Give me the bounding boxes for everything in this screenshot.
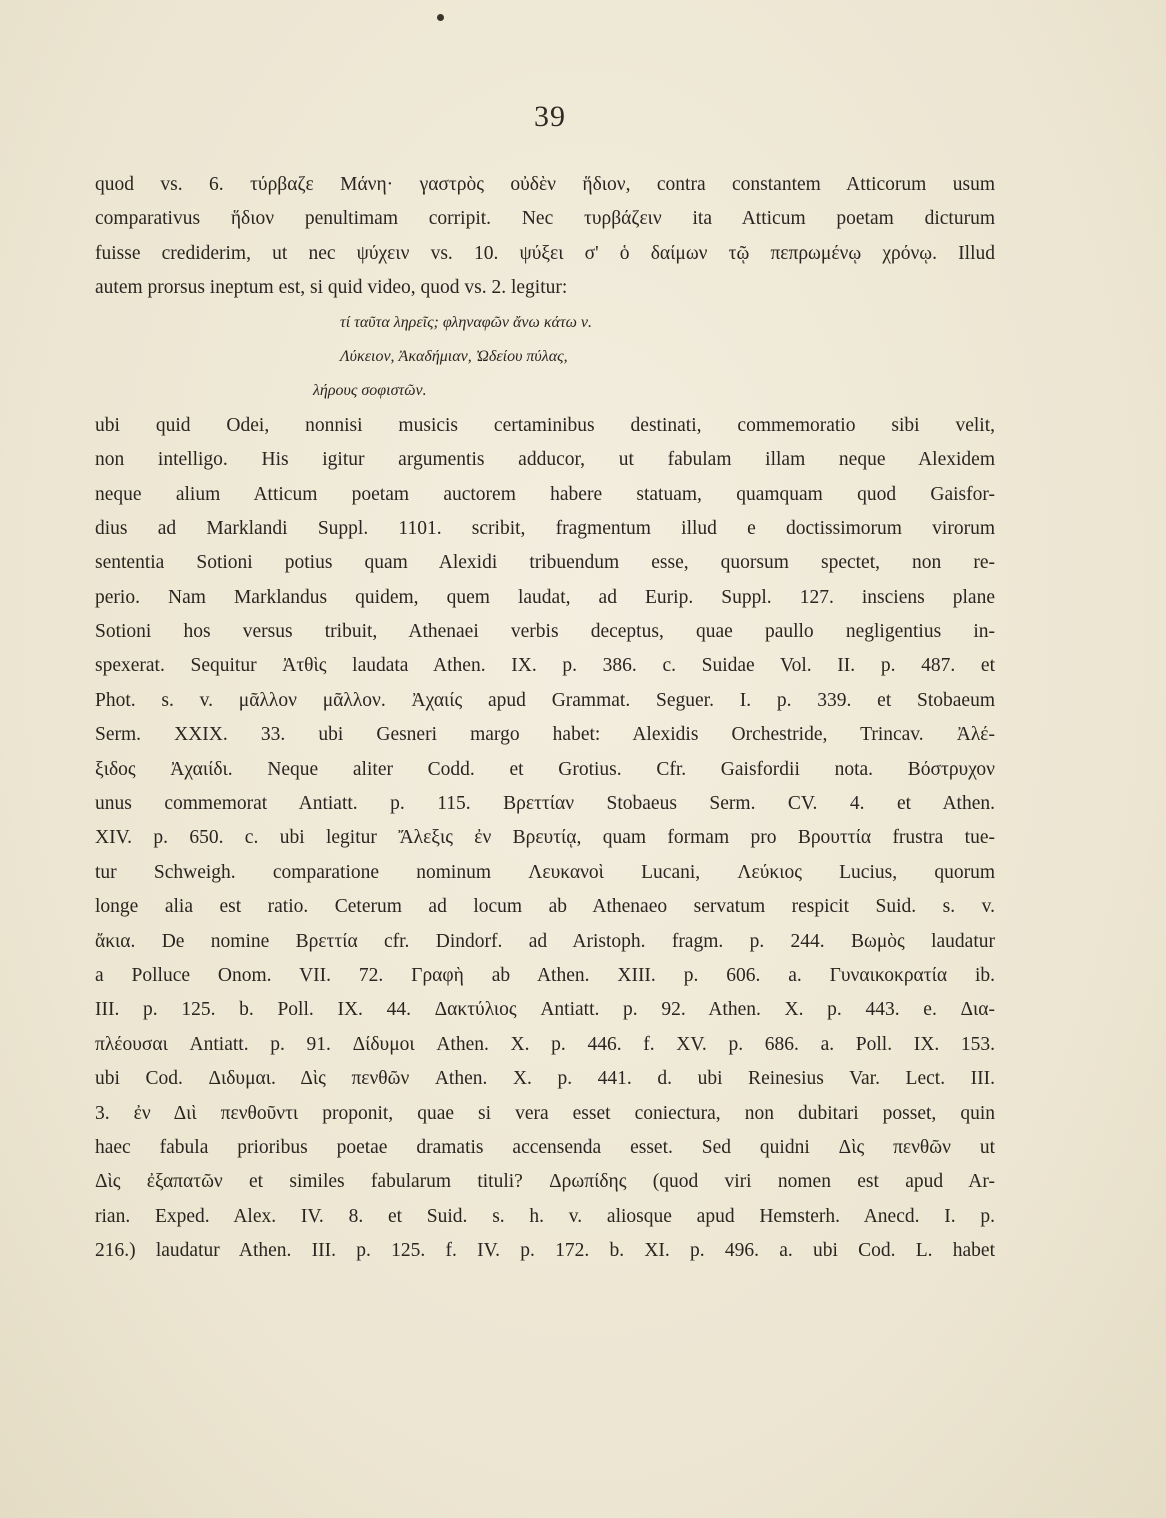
- text-line: a Polluce Onom. VII. 72. Γραφὴ ab Athen. XIII. p. 606. a. Γυναικοκρατία ib.: [95, 964, 995, 986]
- text-line: πλέουσαι Antiatt. p. 91. Δίδυμοι Athen. X. p. 446. f. XV. p. 686. a. Poll. IX. 153.: [95, 1033, 995, 1055]
- text-line: ἄκια. De nomine Βρεττία cfr. Dindorf. ad Aristoph. fragm. p. 244. Βωμὸς laudatur: [95, 930, 995, 952]
- text-line: spexerat. Sequitur Ἀτθὶς laudata Athen. IX. p. 386. c. Suidae Vol. II. p. 487. et: [95, 655, 995, 677]
- text-line: fuisse crediderim, ut nec ψύχειν vs. 10. ψύξει σ' ὁ δαίμων τῷ πεπρωμένῳ χρόνῳ. Illud: [95, 242, 995, 264]
- text-line: XIV. p. 650. c. ubi legitur Ἄλεξις ἐν Βρευτίᾳ, quam formam pro Βρουττία frustra tue-: [95, 827, 995, 849]
- text-line: Sotioni hos versus tribuit, Athenaei verbis deceptus, quae paullo negligentius in-: [95, 621, 995, 643]
- text-line: Serm. XXIX. 33. ubi Gesneri margo habet: Alexidis Orchestride, Trincav. Ἀλέ-: [95, 724, 995, 746]
- text-line: autem prorsus ineptum est, si quid video, quod vs. 2. legitur:: [95, 277, 568, 299]
- text-line: quod vs. 6. τύρβαζε Μάνη· γαστρὸς οὐδὲν ἥδιον, contra constantem Atticorum usum: [95, 174, 995, 195]
- text-line: sententia Sotioni potius quam Alexidi tribuendum esse, quorsum spectet, non re-: [95, 552, 995, 574]
- text-line: 216.) laudatur Athen. III. p. 125. f. IV. p. 172. b. XI. p. 496. a. ubi Cod. L. habet: [95, 1240, 995, 1262]
- text-line: III. p. 125. b. Poll. IX. 44. Δακτύλιος Antiatt. p. 92. Athen. X. p. 443. e. Δια-: [95, 999, 995, 1021]
- text-line: comparativus ἥδιον penultimam corripit. Nec τυρβάζειν ita Atticum poetam dicturum: [95, 208, 995, 230]
- text-line: non intelligo. His igitur argumentis adducor, ut fabulam illam neque Alexidem: [95, 449, 995, 471]
- text-line: tur Schweigh. comparatione nominum Λευκανοὶ Lucani, Λεύκιος Lucius, quorum: [95, 861, 995, 883]
- text-line: unus commemorat Antiatt. p. 115. Βρεττίαν Stobaeus Serm. CV. 4. et Athen.: [95, 793, 995, 815]
- main-text: [95, 168, 995, 1269]
- text-line: rian. Exped. Alex. IV. 8. et Suid. s. h. v. aliosque apud Hemsterh. Anecd. I. p.: [95, 1205, 995, 1227]
- text-line: longe alia est ratio. Ceterum ad locum ab Athenaeo servatum respicit Suid. s. v.: [95, 896, 995, 918]
- verse-line: λήρους σοφιστῶν.: [313, 382, 427, 400]
- text-line: haec fabula prioribus poetae dramatis accensenda esset. Sed quidni Δὶς πενθῶν ut: [95, 1136, 995, 1158]
- text-line: neque alium Atticum poetam auctorem habere statuam, quamquam quod Gaisfor-: [95, 483, 995, 505]
- text-line: ξιδος Ἀχαιίδι. Neque aliter Codd. et Grotius. Cfr. Gaisfordii nota. Βόστρυχον: [95, 758, 995, 780]
- text-line: dius ad Marklandi Suppl. 1101. scribit, fragmentum illud e doctissimorum virorum: [95, 517, 995, 539]
- text-line: perio. Nam Marklandus quidem, quem laudat, ad Eurip. Suppl. 127. insciens plane: [95, 586, 995, 608]
- text-line: ubi Cod. Διδυμαι. Δὶς πενθῶν Athen. X. p. 441. d. ubi Reinesius Var. Lect. III.: [95, 1068, 995, 1090]
- text-line: Phot. s. v. μᾶλλον μᾶλλον. Ἀχαιίς apud Grammat. Seguer. I. p. 339. et Stobaeum: [95, 689, 995, 711]
- ink-spot: [437, 14, 444, 21]
- verse-line: τί ταῦτα ληρεῖς; φληναφῶν ἄνω κάτω ν.: [340, 313, 593, 331]
- text-line: 3. ἐν Διὶ πενθοῦντι proponit, quae si vera esset coniectura, non dubitari posset, quin: [95, 1102, 995, 1124]
- text-line: Δὶς ἐξαπατῶν et similes fabularum tituli? Δρωπίδης (quod viri nomen est apud Ar-: [95, 1171, 995, 1193]
- page-number: 39: [534, 100, 566, 133]
- text-line: ubi quid Odei, nonnisi musicis certaminibus destinati, commemoratio sibi velit,: [95, 414, 995, 436]
- verse-line: Λύκειον, Ἀκαδήμιαν, Ὠδείου πύλας,: [340, 347, 568, 365]
